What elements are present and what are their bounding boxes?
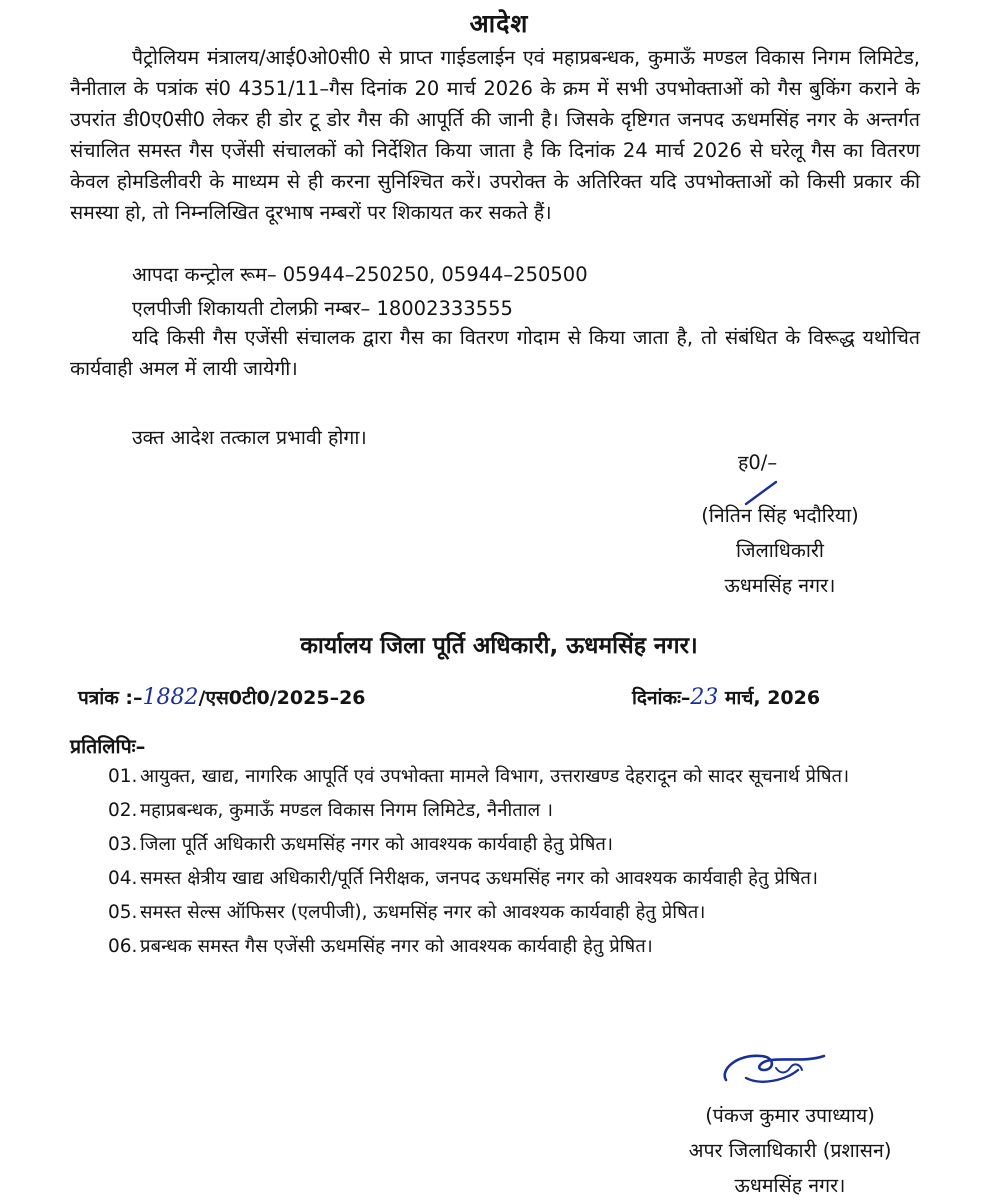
signatory-designation: जिलाधिकारी — [736, 539, 824, 562]
date-day-handwritten: 23 — [690, 685, 719, 710]
list-item-number: 04. — [108, 868, 138, 889]
signatory-place: ऊधमसिंह नगर। — [724, 574, 836, 597]
reference-number — [78, 684, 366, 710]
order-title: आदेश — [469, 9, 529, 38]
list-item — [108, 830, 938, 860]
order-paragraph-1 — [70, 42, 920, 228]
list-item — [108, 898, 938, 928]
disaster-control-contact: आपदा कन्ट्रोल रूम– 05944–250250, 05944–250500 — [132, 263, 588, 286]
handwritten-signature-icon — [716, 1040, 836, 1100]
list-item-number: 02. — [108, 800, 138, 821]
additional-magistrate-signature-block — [640, 1098, 940, 1203]
order-paragraph-2-text: यदि किसी गैस एजेंसी संचालक द्वारा गैस का वितरण गोदाम से किया जाता है, तो संबंधित के विरूद्ध यथोचित कार्यवाही अमल में लायी जायेगी। — [70, 326, 920, 380]
order-paragraph-1-text: पैट्रोलियम मंत्रालय/आई0ओ0सी0 से प्राप्त गाईडलाईन एवं महाप्रबन्धक, कुमाऊँ मण्डल विकास निगम लिमिटेड, नैनीताल के पत्रांक सं0 4351/11–गैस दिनांक 20 मार्च 2026 के क्रम में सभी उपभोक्ताओं को गैस बुकिंग कराने के उपरांत डी0ए0सी0 लेकर ही डोर टू डोर गैस की आपूर्ति की जानी है। जिसके दृष्टिगत जनपद ऊधमसिंह नगर के अन्तर्गत संचालित समस्त गैस एजेंसी संचालकों को निर्देशित किया जाता है कि दिनांक 24 मार्च 2026 से घरेलू गैस का वितरण केवल होमडिलीवरी के माध्यम से ही करना सुनिश्चित करें। उपरोक्त के अतिरिक्त यदि उपभोक्ताओं को किसी प्रकार की समस्या हो, तो निम्नलिखित दूरभाष नम्बरों पर शिकायत कर सकते हैं। — [70, 46, 920, 224]
list-item-text: महाप्रबन्धक, कुमाऊँ मण्डल विकास निगम लिमिटेड, नैनीताल । — [140, 800, 554, 821]
list-item-text: आयुक्त, खाद्य, नागरिक आपूर्ति एवं उपभोक्ता मामले विभाग, उत्तराखण्ड देहरादून को सादर सूचनार्थ प्रेषित। — [140, 766, 850, 787]
second-signatory-place: ऊधमसिंह नगर। — [734, 1174, 846, 1197]
second-signatory-designation: अपर जिलाधिकारी (प्रशासन) — [688, 1139, 892, 1162]
order-paragraph-3-text: उक्त आदेश तत्काल प्रभावी होगा। — [132, 426, 367, 449]
date-prefix: दिनांकः– — [632, 687, 691, 709]
signed-mark: ह0/– — [738, 451, 778, 474]
office-title: कार्यालय जिला पूर्ति अधिकारी, ऊधमसिंह नगर। — [300, 633, 698, 659]
list-item-text: प्रबन्धक समस्त गैस एजेंसी ऊधमसिंह नगर को आवश्यक कार्यवाही हेतु प्रेषित। — [140, 936, 653, 957]
list-item-text: जिला पूर्ति अधिकारी ऊधमसिंह नगर को आवश्यक कार्यवाही हेतु प्रेषित। — [140, 834, 613, 855]
copies-heading: प्रतिलिपिः– — [70, 735, 146, 758]
date-suffix: मार्च, 2026 — [725, 687, 821, 709]
copies-list — [108, 762, 938, 966]
reference-number-handwritten: 1882 — [142, 685, 199, 710]
reference-suffix: /एस0टी0/2025–26 — [198, 687, 366, 709]
list-item-number: 05. — [108, 902, 138, 923]
district-magistrate-signature-block — [660, 498, 900, 603]
second-signatory-name: (पंकज कुमार उपाध्याय) — [705, 1104, 875, 1127]
list-item-number: 03. — [108, 834, 138, 855]
lpg-tollfree-contact: एलपीजी शिकायती टोलफ्री नम्बर– 18002333555 — [132, 297, 513, 320]
order-paragraph-3 — [70, 422, 920, 453]
reference-prefix: पत्रांक :– — [78, 687, 143, 709]
list-item-number: 06. — [108, 936, 138, 957]
list-item — [108, 932, 938, 962]
list-item-number: 01. — [108, 766, 138, 787]
order-paragraph-2 — [70, 322, 920, 384]
list-item — [108, 762, 938, 792]
document-date — [632, 684, 820, 710]
list-item — [108, 864, 938, 894]
list-item — [108, 796, 938, 826]
signatory-name: (नितिन सिंह भदौरिया) — [701, 504, 859, 527]
list-item-text: समस्त क्षेत्रीय खाद्य अधिकारी/पूर्ति निरीक्षक, जनपद ऊधमसिंह नगर को आवश्यक कार्यवाही हेतु प्रेषित। — [140, 868, 818, 889]
list-item-text: समस्त सेल्स ऑफिसर (एलपीजी), ऊधमसिंह नगर को आवश्यक कार्यवाही हेतु प्रेषित। — [140, 902, 706, 923]
